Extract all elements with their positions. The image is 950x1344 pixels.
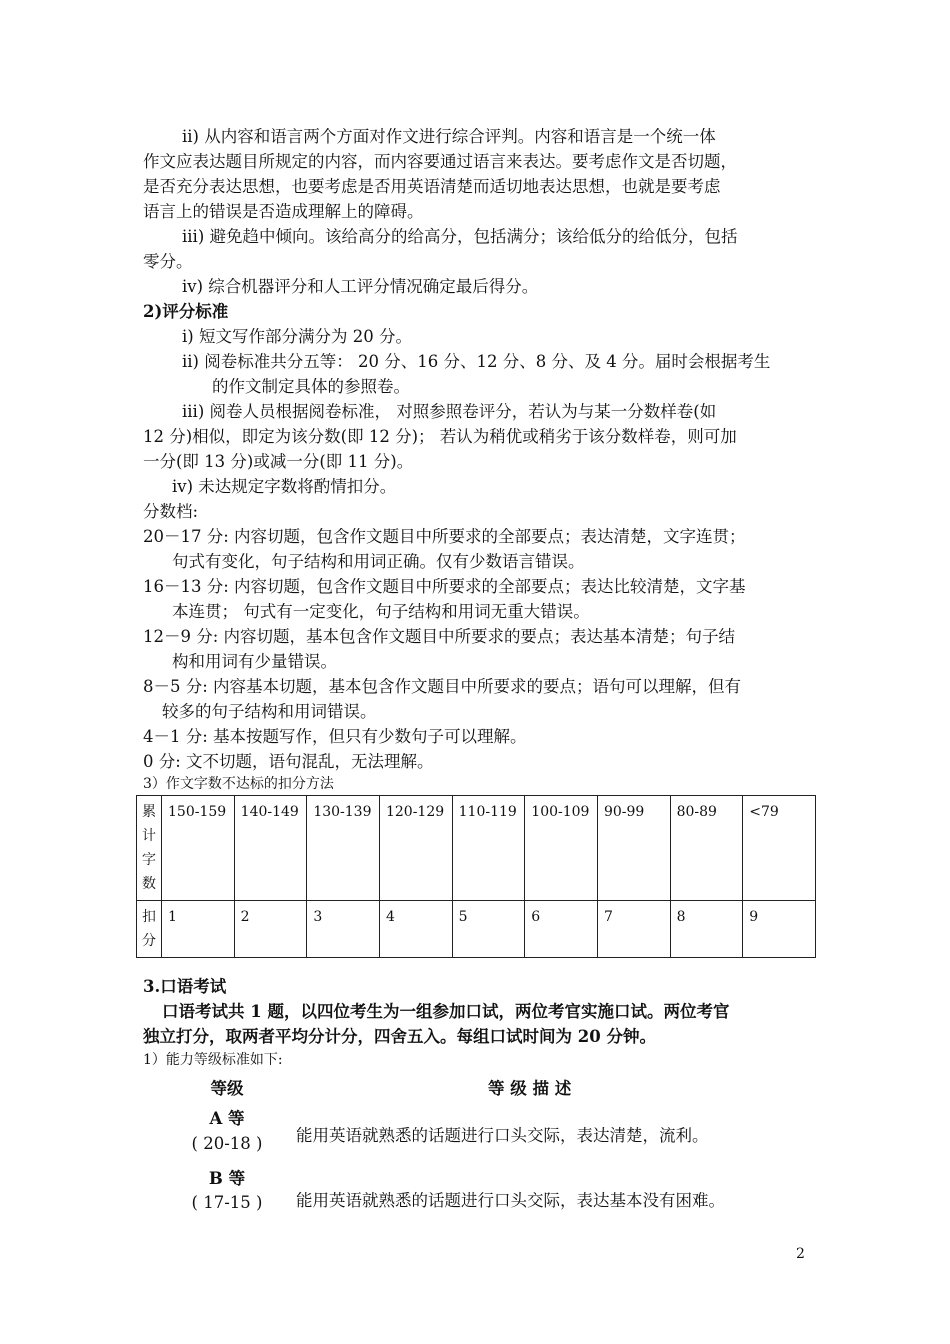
oral-heading: 3.口语考试	[143, 977, 227, 996]
deduction-heading: 3）作文字数不达标的扣分方法	[143, 776, 334, 792]
band-4-1: 4－1 分: 基本按题写作，但只有少数句子可以理解。	[143, 727, 527, 746]
points-cell: 4	[379, 901, 452, 958]
criteria-ii: ii) 阅卷标准共分五等： 20 分、16 分、12 分、8 分、及 4 分。届时会根据考生	[182, 352, 771, 371]
criteria-i: i) 短文写作部分满分为 20 分。	[182, 327, 412, 346]
points-cell: 9	[743, 901, 816, 958]
band-20-17: 20－17 分: 内容切题，包含作文题目中所要求的全部要点；表达清楚，文字连贯；	[143, 527, 746, 546]
points-cell: 8	[670, 901, 743, 958]
range-cell: 100-109	[525, 796, 598, 901]
principle-iv: iv) 综合机器评分和人工评分情况确定最后得分。	[182, 277, 539, 296]
principle-ii-line3: 是否充分表达思想，也要考虑是否用英语清楚而适切地表达思想，也就是要考虑	[143, 177, 721, 196]
principle-ii: ii) 从内容和语言两个方面对作文进行综合评判。内容和语言是一个统一体	[182, 127, 716, 146]
range-cell: 130-139	[307, 796, 380, 901]
range-cell: 150-159	[162, 796, 235, 901]
deduction-table	[136, 795, 816, 958]
criteria-heading: 2)评分标准	[143, 302, 229, 321]
principle-iii: iii) 避免趋中倾向。该给高分的给高分，包括满分；该给低分的给低分，包括	[182, 227, 738, 246]
page-number: 2	[796, 1246, 805, 1262]
criteria-iii: iii) 阅卷人员根据阅卷标准， 对照参照卷评分，若认为与某一分数样卷(如	[182, 402, 717, 421]
deduction-header: 扣 分	[137, 901, 162, 958]
principle-ii-line4: 语言上的错误是否造成理解上的障碍。	[143, 202, 424, 221]
word-count-header: 累 计 字 数	[137, 796, 162, 901]
points-cell: 7	[597, 901, 670, 958]
band-16-13: 16－13 分: 内容切题，包含作文题目中所要求的全部要点；表达比较清楚，文字基	[143, 577, 746, 596]
points-cell: 1	[162, 901, 235, 958]
criteria-iii-line2: 12 分)相似，即定为该分数(即 12 分)； 若认为稍优或稍劣于该分数样卷，则可加	[143, 427, 737, 446]
oral-intro-line1: 口语考试共 1 题，以四位考生为一组参加口试，两位考官实施口试。两位考官	[162, 1002, 730, 1021]
range-cell: 80-89	[670, 796, 743, 901]
grade-b-description: 能用英语就熟悉的话题进行口头交际，表达基本没有困难。	[296, 1191, 725, 1210]
band-8-5-line2: 较多的句子结构和用词错误。	[162, 702, 377, 721]
range-cell: 120-129	[379, 796, 452, 901]
points-cell: 6	[525, 901, 598, 958]
points-cell: 5	[452, 901, 525, 958]
table-row-word-count	[137, 796, 816, 901]
range-cell: 140-149	[234, 796, 307, 901]
table-row-deduction	[137, 901, 816, 958]
criteria-iv: iv) 未达规定字数将酌情扣分。	[172, 477, 397, 496]
grade-b-name: B 等	[208, 1169, 246, 1188]
range-cell: 90-99	[597, 796, 670, 901]
criteria-ii-line2: 的作文制定具体的参照卷。	[212, 377, 410, 396]
grade-column-header: 等级	[210, 1079, 244, 1098]
description-column-header: 等 级 描 述	[488, 1079, 572, 1098]
principle-iii-line2: 零分。	[143, 252, 193, 271]
oral-intro-line2: 独立打分，取两者平均分计分，四舍五入。每组口试时间为 20 分钟。	[143, 1027, 656, 1046]
grade-a-name: A 等	[209, 1109, 245, 1128]
principle-ii-line2: 作文应表达题目所规定的内容，而内容要通过语言来表达。要考虑作文是否切题，	[143, 152, 737, 171]
range-cell: 110-119	[452, 796, 525, 901]
band-20-17-line2: 句式有变化，句子结构和用词正确。仅有少数语言错误。	[172, 552, 585, 571]
band-8-5: 8－5 分: 内容基本切题，基本包含作文题目中所要求的要点；语句可以理解，但有	[143, 677, 742, 696]
grade-a-range: ( 20-18 )	[191, 1134, 263, 1153]
band-0: 0 分: 文不切题，语句混乱，无法理解。	[143, 752, 434, 771]
range-cell: <79	[743, 796, 816, 901]
band-12-9: 12－9 分: 内容切题，基本包含作文题目中所要求的要点；表达基本清楚；句子结	[143, 627, 736, 646]
grade-b-range: ( 17-15 )	[191, 1193, 263, 1212]
grade-a-description: 能用英语就熟悉的话题进行口头交际，表达清楚，流利。	[296, 1126, 709, 1145]
band-12-9-line2: 构和用词有少量错误。	[172, 652, 337, 671]
levels-heading: 1）能力等级标准如下:	[143, 1052, 283, 1068]
points-cell: 3	[307, 901, 380, 958]
band-16-13-line2: 本连贯； 句式有一定变化，句子结构和用词无重大错误。	[172, 602, 590, 621]
criteria-iii-line3: 一分(即 13 分)或减一分(即 11 分)。	[143, 452, 414, 471]
points-cell: 2	[234, 901, 307, 958]
bands-heading: 分数档:	[143, 502, 199, 521]
